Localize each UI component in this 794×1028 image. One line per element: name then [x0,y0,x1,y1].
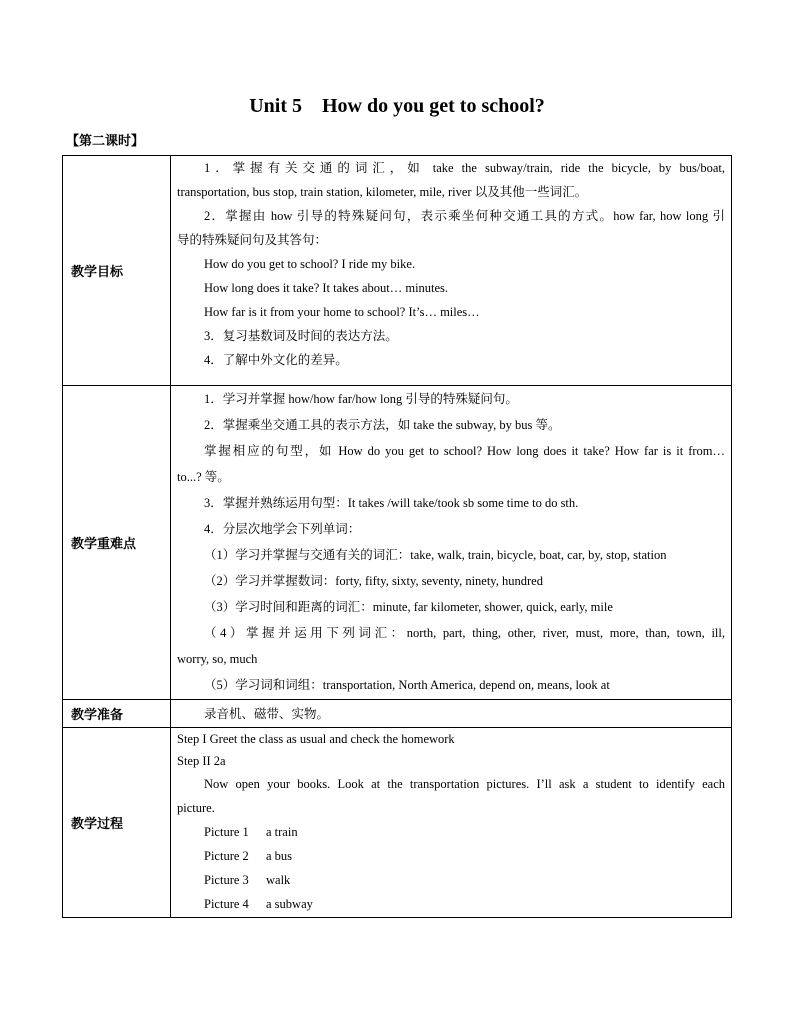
key-point-line: （3）学习时间和距离的词汇：minute, far kilometer, shower, quick, early, mile [204,600,613,614]
key-points-row [63,386,732,700]
key-point-line: 4．分层次地学会下列单词： [204,522,361,536]
picture-item [177,844,725,868]
preparation-row [63,700,732,728]
picture-description: a subway [266,897,313,911]
key-point-line: 3．掌握并熟练运用句型：It takes /will take/took sb some time to do sth. [204,496,579,510]
goal-line: How do you get to school? I ride my bike. [204,257,416,271]
key-points-content [171,386,732,700]
preparation-content [171,700,732,728]
goal-line: 1．掌握有关交通的词汇，如 take the subway/train, ride the bicycle, by bus/boat, [204,161,725,175]
process-step: Step I Greet the class as usual and check the homework [177,732,455,746]
process-content [171,728,732,918]
preparation-label: 教学准备 [63,700,171,728]
goals-label: 教学目标 [63,156,171,386]
goal-line: transportation, bus stop, train station, kilometer, mile, river 以及其他一些词汇。 [177,185,588,199]
goal-line: 3．复习基数词及时间的表达方法。 [204,329,398,343]
key-point-line: to...? 等。 [177,470,230,484]
picture-number: Picture 1 [204,825,249,839]
picture-description: walk [266,873,291,887]
key-point-line: 1．学习并掌握 how/how far/how long 引导的特殊疑问句。 [204,392,518,406]
picture-number: Picture 3 [204,873,249,887]
page-title [0,95,794,118]
goal-line: How far is it from your home to school? It’s… miles… [204,305,480,319]
picture-item [177,820,725,844]
goal-line: 4．了解中外文化的差异。 [204,353,348,367]
key-point-line: 掌握相应的句型，如 How do you get to school? How long does it take? How far is it from… [204,444,725,458]
key-point-line: （2）学习并掌握数词：forty, fifty, sixty, seventy, ninety, hundred [204,574,543,588]
process-paragraph: picture. [177,801,215,815]
key-point-line: （1）学习并掌握与交通有关的词汇：take, walk, train, bicycle, boat, car, by, stop, station [204,548,667,562]
picture-number: Picture 4 [204,897,249,911]
process-row [63,728,732,918]
preparation-text: 录音机、磁带、实物。 [204,706,330,721]
key-points-label: 教学重难点 [63,386,171,700]
goals-content [171,156,732,386]
title-unit: Unit 5 [249,95,302,117]
picture-description: a bus [266,849,293,863]
process-label: 教学过程 [63,728,171,918]
lesson-label: 【第二课时】 [66,134,145,149]
goal-line: 导的特殊疑问句及其答句： [177,233,328,247]
key-point-line: （5）学习词和词组：transportation, North America, depend on, means, look at [204,678,610,692]
picture-description: a train [266,825,298,839]
picture-item [177,868,725,892]
goals-row [63,156,732,386]
goal-line: How long does it take? It takes about… minutes. [204,281,449,295]
picture-number: Picture 2 [204,849,249,863]
key-point-line: worry, so, much [177,652,258,666]
process-step: Step II 2a [177,754,226,768]
process-paragraph: Now open your books. Look at the transportation pictures. I’ll ask a student to identify each [204,777,725,791]
goal-line: 2．掌握由 how 引导的特殊疑问句，表示乘坐何种交通工具的方式。how far, how long 引 [204,209,725,223]
key-point-line: 2．掌握乘坐交通工具的表示方法，如 take the subway, by bus 等。 [204,418,561,432]
title-question: How do you get to school? [322,95,545,117]
picture-item [177,892,725,916]
key-point-line: （4）掌握并运用下列词汇：north, part, thing, other, river, must, more, than, town, ill, [204,626,725,640]
lesson-plan-table [62,155,732,918]
